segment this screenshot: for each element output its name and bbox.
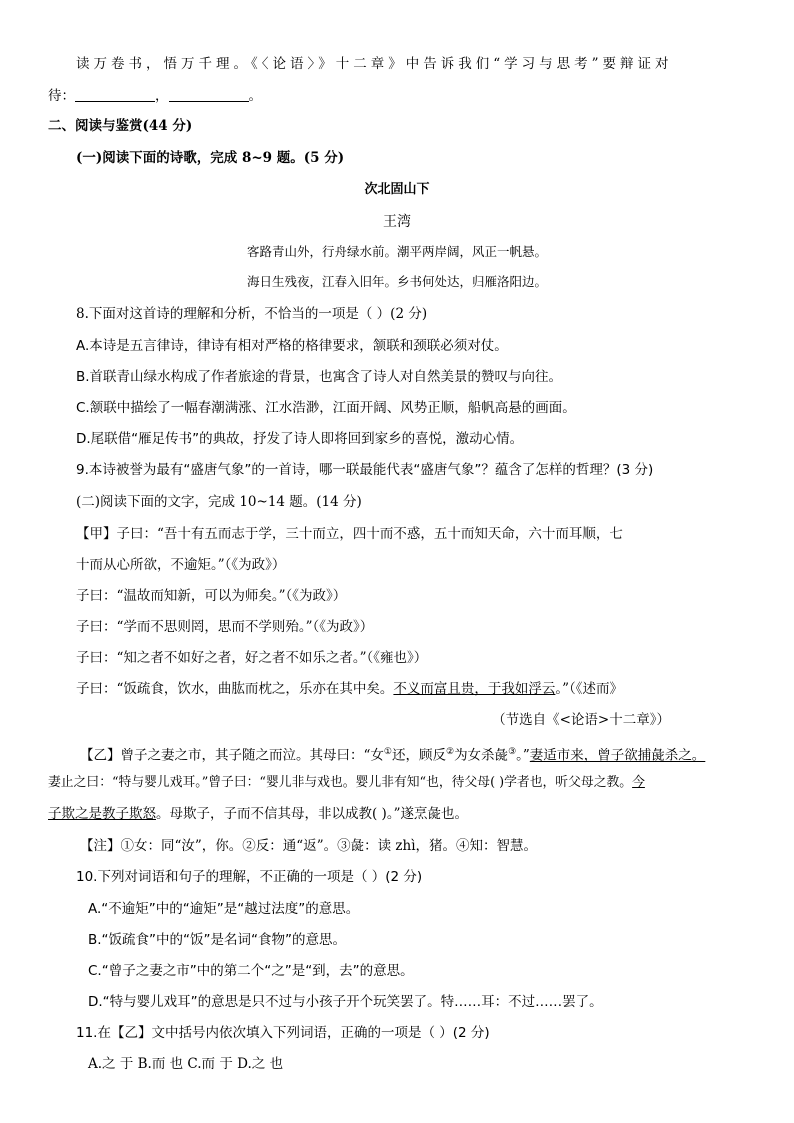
yi-line-1-text-b: 还，顾反 [391,747,446,764]
q10-stem: 10.下列对词语和句子的理解，不正确的一项是（ ）(2 分) [76,869,423,885]
yi-line-2-text: 妻止之曰：“特与婴儿戏耳。”曾子曰：“婴儿非与戏也。婴儿非有知“也，待父母( )学者也，听父母之教。 [48,775,633,790]
yi-line-1-text-a: 【乙】曾子之妻之市，其子随之而泣。其母曰：“女 [80,747,384,764]
footnote-marker-1: ① [383,747,392,757]
q8-option-c: C.颔联中描绘了一幅春潮满涨、江水浩渺，江面开阔、风势正顺，船帆高悬的画面。 [76,400,576,416]
yi-line-3-underlined: 子欺之是教子欺怒 [48,806,156,822]
q8-stem: 8.下面对这首诗的理解和分析，不恰当的一项是（ ）(2 分) [76,306,428,322]
answer-blank-1[interactable] [75,87,155,102]
yi-line-1 [80,742,705,766]
jia-source: （节选自《<论语>十二章》） [492,712,670,728]
footnote-marker-2: ② [445,747,455,757]
jia-line-3: 子曰：“温故而知新，可以为师矣。”（《为政》） [76,588,347,604]
yi-line-1-text-c: 为女杀彘 [454,747,509,764]
q10-option-c: C.“曾子之妻之市”中的第二个“之”是“到，去”的意思。 [88,963,414,979]
intro-line-2 [48,86,262,106]
jia-line-4: 子曰：“学而不思则罔，思而不学则殆。”（《为政》） [76,619,374,635]
q8-option-a: A.本诗是五言律诗，律诗有相对严格的格律要求，颔联和颈联必须对仗。 [76,338,508,354]
section-2-heading: 二、阅读与鉴赏(44 分) [48,118,193,134]
jia-line-6-text-a: 子曰：“饭疏食，饮水，曲肱而枕之，乐亦在其中矣。 [76,681,394,697]
yi-line-2 [48,773,645,793]
q10-option-a: A.“不逾矩”中的“逾矩”是“越过法度”的意思。 [88,901,360,917]
intro-line-1: 读万卷书，悟万千理。《〈论语〉》十二章》中告诉我们“学习与思考”要辩证对 [76,56,673,72]
poem-line-1: 客路青山外，行舟绿水前。潮平两岸阔，风正一帆悬。 [246,244,547,259]
intro-comma: ， [155,88,169,104]
intro-line-2-prefix: 待： [48,88,75,104]
jia-line-5: 子曰：“知之者不如好之者，好之者不如乐之者。”（《雍也》） [76,650,428,666]
q8-option-b: B.首联青山绿水构成了作者旅途的背景，也寓含了诗人对自然美景的赞叹与向往。 [76,369,563,385]
jia-line-6-underlined: 不义而富且贵，于我如浮云 [393,681,556,697]
poem-author: 王湾 [383,214,411,230]
q11-stem: 11.在【乙】文中括号内依次填入下列词语，正确的一项是（ ）(2 分) [76,1025,490,1041]
yi-line-3-text: 。母欺子，子而不信其母，非以成教( )。”遂烹彘也。 [156,806,468,822]
jia-line-1: 【甲】子曰：“吾十有五而志于学，三十而立，四十而不惑，五十而知天命，六十而耳顺，七 [76,526,623,542]
q9-stem: 9.本诗被誉为最有“盛唐气象”的一首诗，哪一联最能代表“盛唐气象”？蕴含了怎样的哲理？(3 分) [76,462,654,478]
q10-option-b: B.“饭疏食”中的“饭”是名词“食物”的意思。 [88,932,347,948]
part-2-heading: (二)阅读下面的文字，完成 10~14 题。(14 分) [76,494,362,510]
jia-line-2: 十而从心所欲，不逾矩。”（《为政》） [76,557,286,573]
poem-title: 次北固山下 [364,182,430,197]
yi-line-1-underlined: 妻适市来，曾子欲捕彘杀之。 [529,747,706,764]
jia-line-6-text-b: 。”（《述而》 [555,681,624,697]
yi-line-2-underlined: 今 [632,775,645,790]
poem-line-2: 海日生残夜，江春入旧年。乡书何处达，归雁洛阳边。 [246,274,547,289]
annotation-note: 【注】①女：同“汝”，你。②反：通“返”。③彘：读 zhì，猪。④知：智慧。 [80,838,538,854]
intro-period: 。 [248,88,262,104]
answer-blank-2[interactable] [169,87,249,102]
yi-line-3 [48,804,468,824]
q11-options: A.之 于 B.而 也 C.而 于 D.之 也 [88,1056,284,1072]
q8-option-d: D.尾联借“雁足传书”的典故，抒发了诗人即将回到家乡的喜悦，激动心情。 [76,431,524,447]
part-1-heading: (一)阅读下面的诗歌，完成 8~9 题。(5 分) [76,150,345,166]
yi-line-1-text-d: 。” [516,747,530,764]
jia-line-6 [76,679,623,699]
footnote-marker-3: ③ [508,747,517,757]
q10-option-d: D.“特与婴儿戏耳”的意思是只不过与小孩子开个玩笑罢了。特……耳：不过……罢了。 [88,994,603,1010]
